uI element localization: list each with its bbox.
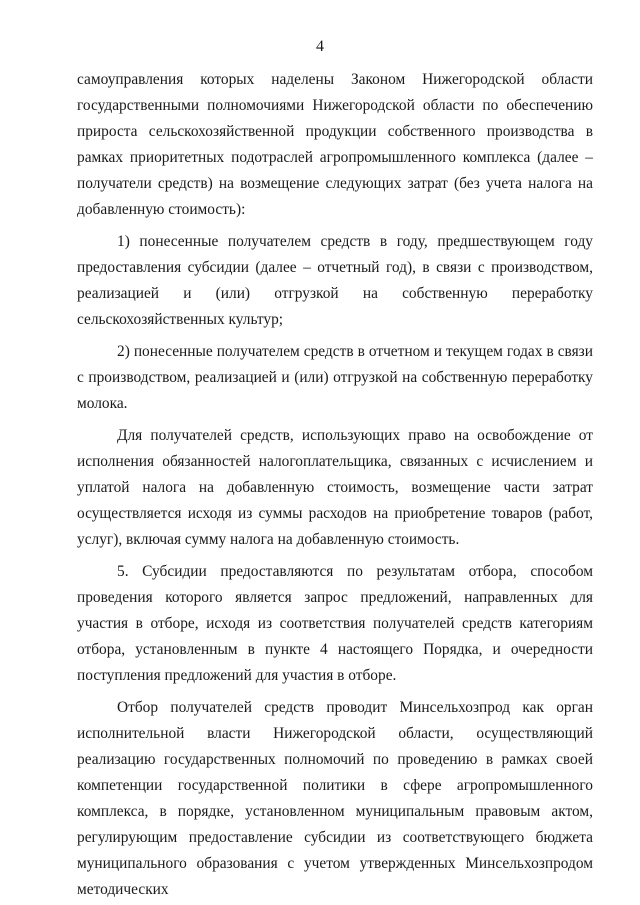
paragraph-2: 1) понесенные получателем средств в году, предшествующем году предоставления субсидии (далее – отчетный год), в связи с производством, реализацией и (или) отгрузкой на собственную переработку сельскохозяйственных культур;: [77, 233, 593, 328]
paragraph-4: Для получателей средств, использующих право на освобождение от исполнения обязанностей налогоплательщика, связанных с исчислением и уплатой налога на добавленную стоимость, возмещение части затрат осуществляется исходя из суммы расходов на приобретение товаров (работ, услуг), включая сумму налога на добавленную стоимость.: [77, 427, 593, 548]
paragraph-3: 2) понесенные получателем средств в отчетном и текущем годах в связи с производством, реализацией и (или) отгрузкой на собственную переработку молока.: [77, 343, 593, 412]
paragraph-1: самоуправления которых наделены Законом Нижегородской области государственными полномочиями Нижегородской области по обеспечению прироста сельскохозяйственной продукции собственного производства в рамках приоритетных подотраслей агропромышленного комплекса (далее – получатели средств) на возмещение следующих затрат (без учета налога на добавленную стоимость):: [77, 71, 593, 218]
paragraph-5: 5. Субсидии предоставляются по результатам отбора, способом проведения которого является запрос предложений, направленных для участия в отборе, исходя из соответствия получателей средств категориям отбора, установленным в пункте 4 настоящего Порядка, и очередности поступления предложений для участия в отборе.: [77, 563, 593, 684]
page-number: 4: [316, 38, 324, 55]
document-body: [77, 67, 593, 903]
paragraph-6: Отбор получателей средств проводит Минсельхозпрод как орган исполнительной власти Нижегородской области, осуществляющий реализацию государственных полномочий по проведению в рамках своей компетенции государственной политики в сфере агропромышленного комплекса, в порядке, установленном муниципальным правовым актом, регулирующим предоставление субсидии из соответствующего бюджета муниципального образования с учетом утвержденных Минсельхозпродом методических: [77, 699, 593, 898]
